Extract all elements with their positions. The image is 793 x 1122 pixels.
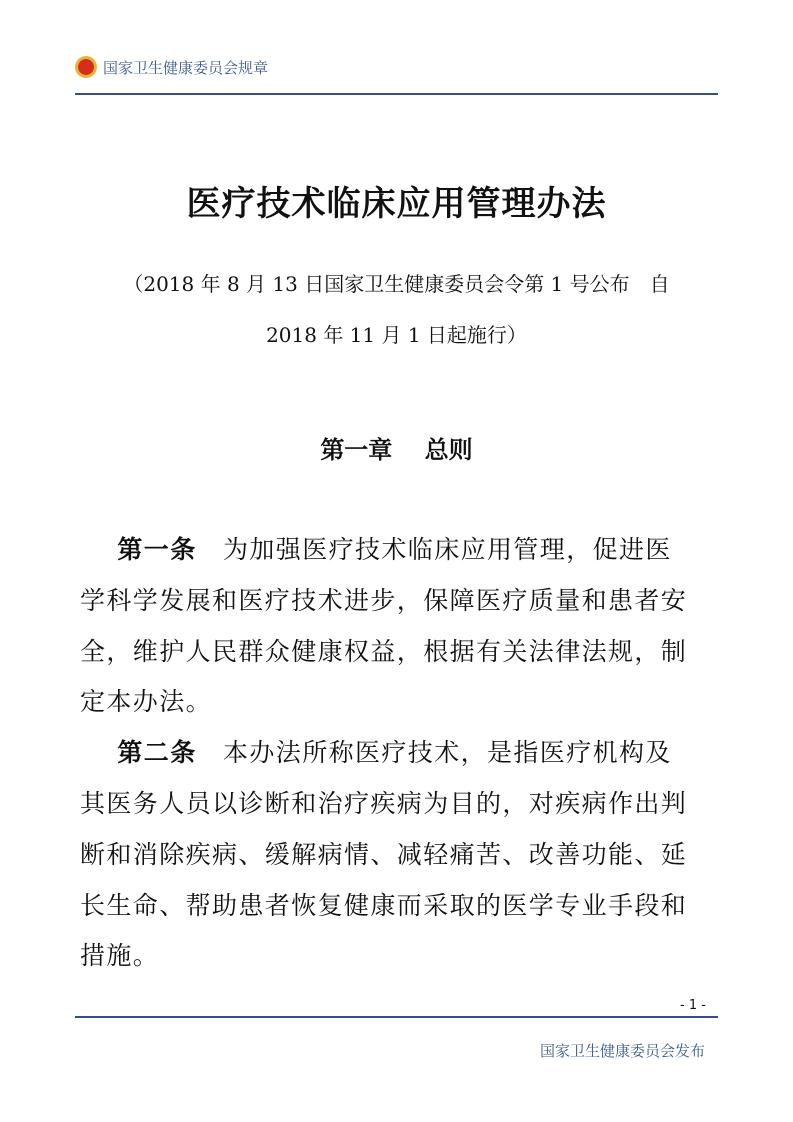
article-text: 定本办法。 — [80, 687, 213, 717]
article-text: 其医务人员以诊断和治疗疾病为目的，对疾病作出判 — [80, 788, 688, 818]
page-number: - 1 - — [680, 998, 706, 1013]
footer-rule — [75, 1016, 718, 1018]
national-emblem-icon — [75, 56, 97, 78]
article-text: 本办法所称医疗技术，是指医疗机构及 — [196, 738, 672, 768]
document-title: 医疗技术临床应用管理办法 — [186, 184, 607, 224]
subtitle-line-2: 2018 年 11 月 1 日起施行） — [266, 323, 527, 347]
subtitle-line-1: （2018 年 8 月 13 日国家卫生健康委员会令第 1 号公布 自 — [123, 272, 670, 296]
article-text: 学科学发展和医疗技术进步，保障医疗质量和患者安 — [80, 585, 688, 615]
document-body — [80, 525, 720, 982]
article-label: 第一条 — [117, 535, 197, 564]
article-text: 断和消除疾病、缓解病情、减轻痛苦、改善功能、延 — [80, 839, 688, 869]
header — [75, 56, 268, 78]
article-1-line — [80, 525, 720, 576]
article-2-line — [80, 728, 720, 779]
chapter-heading: 第一章 总则 — [320, 436, 473, 464]
header-text: 国家卫生健康委员会规章 — [103, 58, 269, 77]
article-label: 第二条 — [117, 738, 197, 768]
article-text: 措施。 — [80, 941, 160, 971]
header-rule — [75, 93, 718, 95]
article-text: 全，维护人民群众健康权益，根据有关法律法规，制 — [80, 636, 688, 666]
article-text: 为加强医疗技术临床应用管理，促进医 — [196, 535, 672, 564]
article-text: 长生命、帮助患者恢复健康而采取的医学专业手段和 — [80, 890, 688, 920]
footer-text: 国家卫生健康委员会发布 — [540, 1042, 706, 1060]
